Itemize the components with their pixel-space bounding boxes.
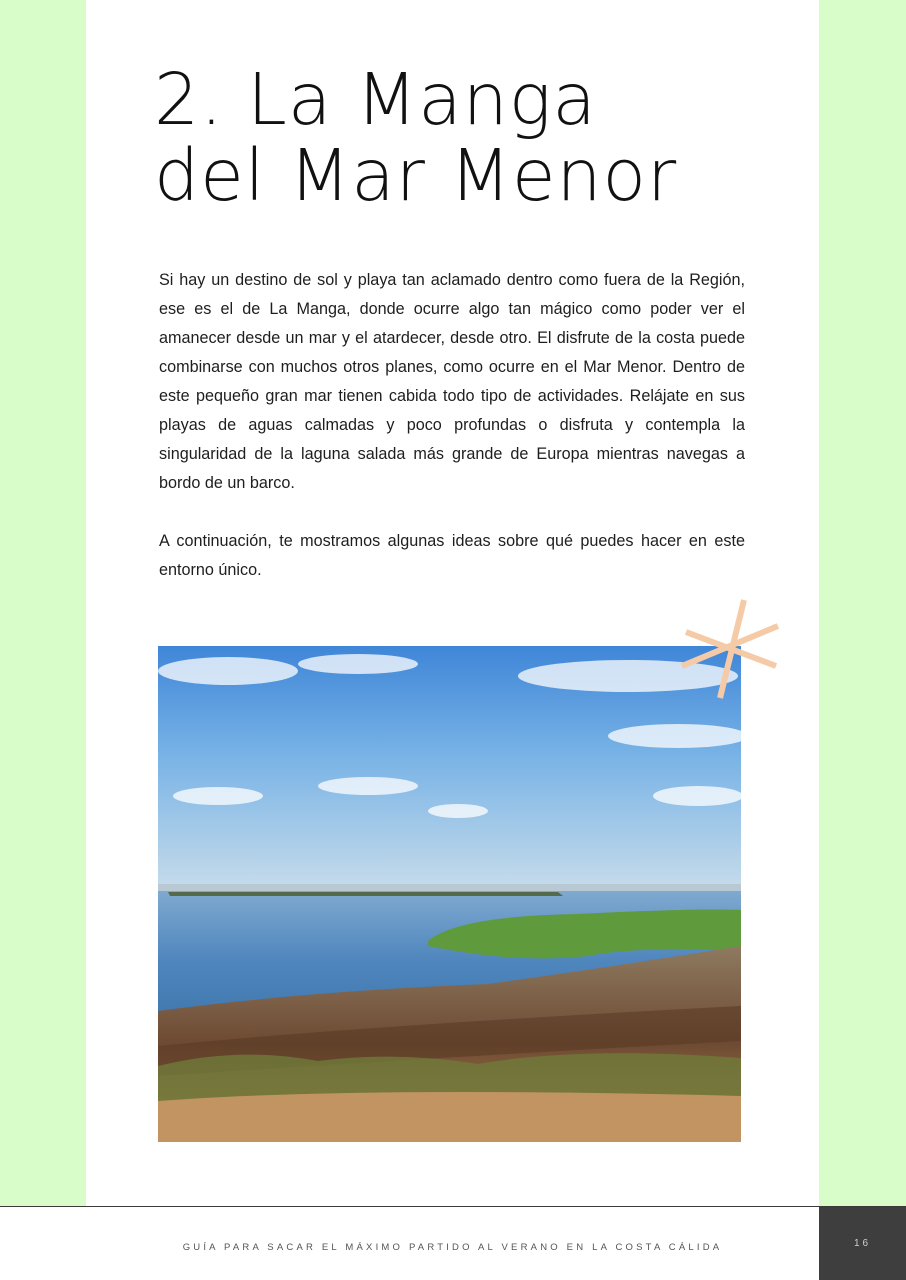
followup-paragraph: A continuación, te mostramos algunas ideas sobre qué puedes hacer en este entorno único. bbox=[159, 532, 745, 579]
body-text bbox=[159, 266, 745, 614]
footer-divider bbox=[0, 1206, 906, 1207]
lagoon-landscape-photo bbox=[158, 646, 741, 1142]
title-line-2: del Mar Menor bbox=[154, 134, 678, 217]
title-line-1: 2. La Manga bbox=[154, 58, 597, 141]
asterisk-icon bbox=[678, 596, 784, 702]
page-title bbox=[154, 58, 678, 217]
right-color-band bbox=[819, 0, 906, 1206]
footer-guide-title: GUÍA PARA SACAR EL MÁXIMO PARTIDO AL VERANO EN LA COSTA CÁLIDA bbox=[182, 1242, 723, 1253]
intro-paragraph: Si hay un destino de sol y playa tan aclamado dentro como fuera de la Región, ese es el de La Manga, donde ocurre algo tan mágico como poder ver el amanecer desde un mar y el atardecer, desde otro. El disfrute de la costa puede combinarse con muchos otros planes, como ocurre en el Mar Menor. Dentro de este pequeño gran mar tienen cabida todo tipo de actividades. Relájate en sus playas de aguas calmadas y poco profundas o disfruta y contempla la singularidad de la laguna salada más grande de Europa mientras navegas a bordo de un barco. bbox=[159, 271, 745, 492]
left-color-band bbox=[0, 0, 86, 1206]
page-number: 16 bbox=[853, 1238, 872, 1249]
